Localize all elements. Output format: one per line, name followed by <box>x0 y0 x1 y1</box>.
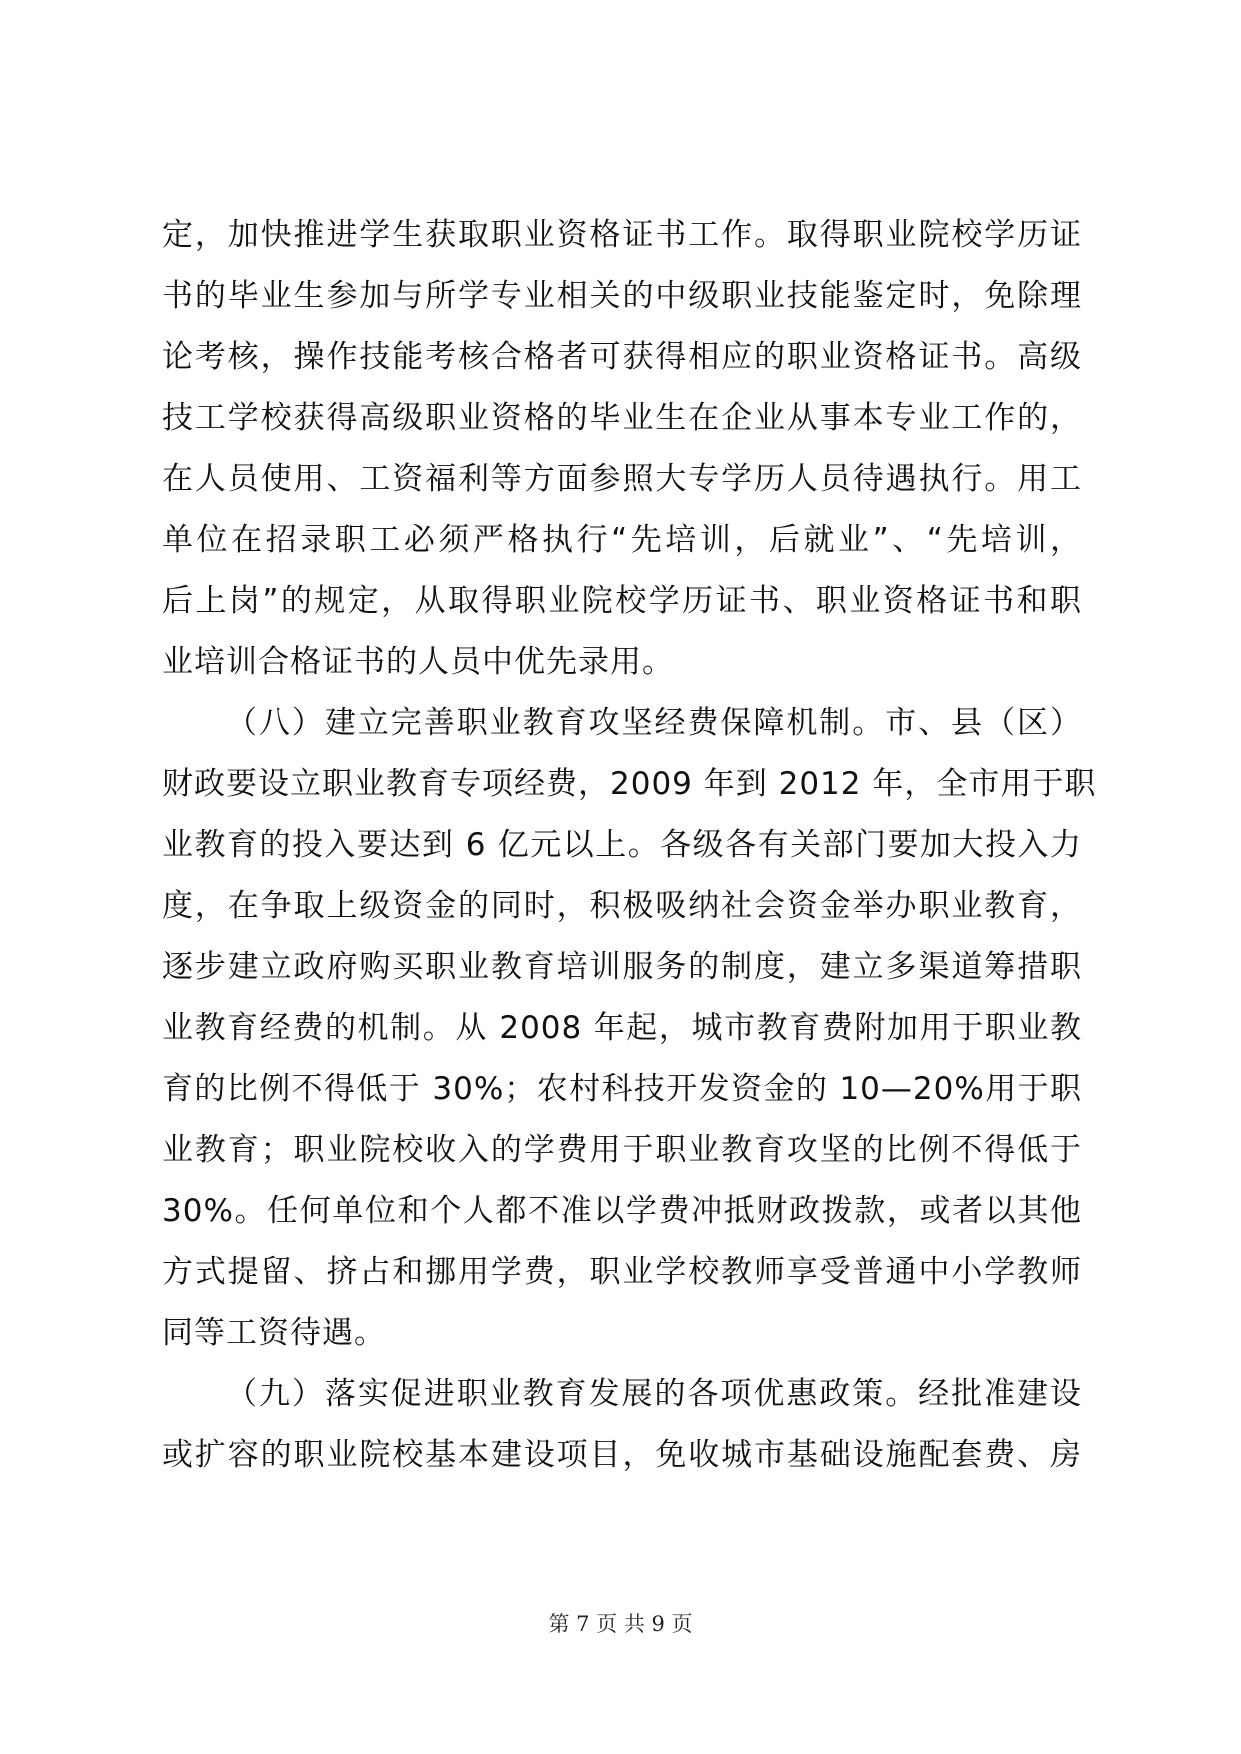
text-line: 业教育经费的机制。从 2008 年起，城市教育费附加用于职业教 <box>162 1010 1082 1046</box>
text-line: 育的比例不得低于 30%；农村科技开发资金的 10—20%用于职 <box>162 1071 1082 1107</box>
text-line: 论考核，操作技能考核合格者可获得相应的职业资格证书。高级 <box>162 339 1082 375</box>
text-line: 度，在争取上级资金的同时，积极吸纳社会资金举办职业教育， <box>162 888 1082 924</box>
text-line: 同等工资待遇。 <box>162 1315 386 1351</box>
text-line: 在人员使用、工资福利等方面参照大专学历人员待遇执行。用工 <box>162 461 1082 497</box>
text-line: 定，加快推进学生获取职业资格证书工作。取得职业院校学历证 <box>162 217 1082 253</box>
text-line: 后上岗”的规定，从取得职业院校学历证书、职业资格证书和职 <box>162 583 1082 619</box>
body-text <box>162 205 1097 1486</box>
text-line: 方式提留、挤占和挪用学费，职业学校教师享受普通中小学教师 <box>162 1254 1082 1290</box>
section-heading-line: （九）落实促进职业教育发展的各项优惠政策。经批准建设 <box>226 1376 1082 1412</box>
text-line: 业教育的投入要达到 6 亿元以上。各级各有关部门要加大投入力 <box>162 827 1082 863</box>
text-line: 逐步建立政府购买职业教育培训服务的制度，建立多渠道筹措职 <box>162 949 1082 985</box>
page-number-label: 第 7 页 共 9 页 <box>548 1612 693 1636</box>
text-line: 业教育；职业院校收入的学费用于职业教育攻坚的比例不得低于 <box>162 1132 1082 1168</box>
text-line: 或扩容的职业院校基本建设项目，免收城市基础设施配套费、房 <box>162 1437 1082 1473</box>
text-line: 30%。任何单位和个人都不准以学费冲抵财政拨款，或者以其他 <box>162 1193 1082 1229</box>
text-line: 财政要设立职业教育专项经费，2009 年到 2012 年，全市用于职 <box>162 766 1097 802</box>
text-line: 单位在招录职工必须严格执行“先培训，后就业”、“先培训， <box>162 522 1082 558</box>
section-heading-line: （八）建立完善职业教育攻坚经费保障机制。市、县（区） <box>226 705 1082 741</box>
text-line: 技工学校获得高级职业资格的毕业生在企业从事本专业工作的， <box>162 400 1082 436</box>
text-line: 业培训合格证书的人员中优先录用。 <box>162 644 674 680</box>
page-footer <box>0 1608 1241 1638</box>
text-line: 书的毕业生参加与所学专业相关的中级职业技能鉴定时，免除理 <box>162 278 1082 314</box>
